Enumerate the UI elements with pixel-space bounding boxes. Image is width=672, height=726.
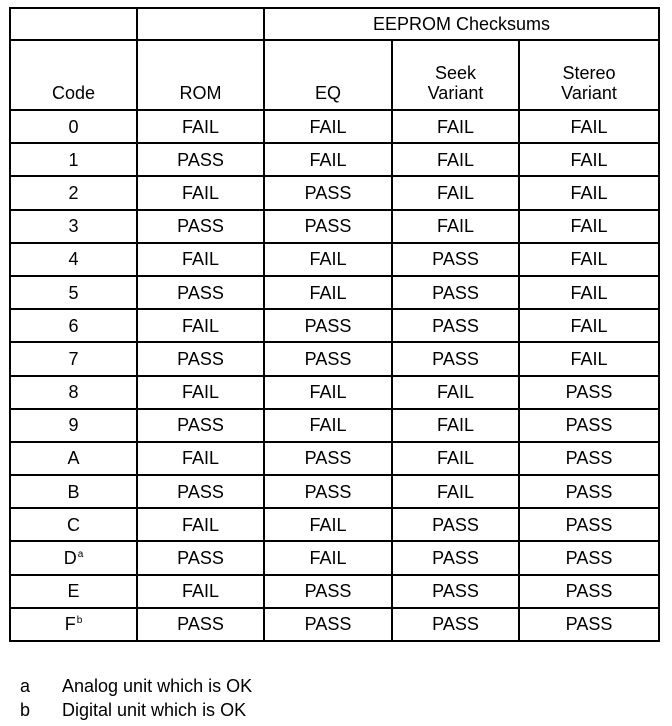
code-column-header: Code xyxy=(10,40,137,110)
rom-cell xyxy=(137,110,264,143)
rom-value: FAIL xyxy=(181,182,220,203)
stereo-value: PASS xyxy=(565,548,613,569)
stereo-value: FAIL xyxy=(570,282,608,303)
code-value: C xyxy=(67,514,80,535)
code-value: 2 xyxy=(68,182,79,203)
rom-value: FAIL xyxy=(181,448,220,469)
seek-value: FAIL xyxy=(436,382,475,403)
eq-value: FAIL xyxy=(309,514,347,535)
stereo-value: PASS xyxy=(565,415,613,436)
checksum-table xyxy=(9,7,660,642)
code-cell xyxy=(10,376,137,409)
seek-cell xyxy=(392,243,519,276)
rom-value: FAIL xyxy=(181,249,220,270)
stereo-value: PASS xyxy=(565,514,613,535)
seek-cell xyxy=(392,508,519,541)
rom-value: FAIL xyxy=(181,581,220,602)
stereo-cell xyxy=(519,376,659,409)
corner-cell xyxy=(10,8,137,40)
seek-value: FAIL xyxy=(436,149,475,170)
eq-cell xyxy=(264,608,392,641)
seek-value: PASS xyxy=(432,348,479,369)
code-cell xyxy=(10,110,137,143)
eq-value: PASS xyxy=(304,614,352,635)
code-value: 4 xyxy=(68,249,79,270)
eq-value: FAIL xyxy=(309,282,347,303)
seek-cell xyxy=(392,475,519,508)
eq-value: PASS xyxy=(304,182,352,203)
footnote-text: Digital unit which is OK xyxy=(62,700,247,720)
eq-cell xyxy=(264,309,392,342)
eq-value: FAIL xyxy=(309,149,347,170)
eq-cell xyxy=(264,210,392,243)
stereo-cell xyxy=(519,210,659,243)
table-row xyxy=(10,309,659,342)
eq-value: PASS xyxy=(304,216,352,237)
seek-value: FAIL xyxy=(436,116,475,137)
code-value: 8 xyxy=(68,382,79,403)
seek-cell xyxy=(392,110,519,143)
blank-header-cell xyxy=(137,8,264,40)
code-cell xyxy=(10,409,137,442)
stereo-cell xyxy=(519,243,659,276)
stereo-value: FAIL xyxy=(570,116,608,137)
code-value: 7 xyxy=(68,348,79,369)
seek-cell xyxy=(392,276,519,309)
code-cell xyxy=(10,475,137,508)
rom-cell xyxy=(137,442,264,475)
stereo-cell xyxy=(519,276,659,309)
eq-value: PASS xyxy=(304,581,352,602)
eq-value: PASS xyxy=(304,448,352,469)
table-row xyxy=(10,176,659,209)
seek-value: PASS xyxy=(432,249,479,270)
code-value: E xyxy=(67,581,80,602)
table-row xyxy=(10,376,659,409)
rom-cell xyxy=(137,276,264,309)
seek-cell xyxy=(392,409,519,442)
rom-value: FAIL xyxy=(181,315,220,336)
table-row xyxy=(10,442,659,475)
table-row xyxy=(10,475,659,508)
seek-cell xyxy=(392,309,519,342)
eq-cell xyxy=(264,376,392,409)
rom-cell xyxy=(137,409,264,442)
code-cell xyxy=(10,342,137,375)
stereo-value: PASS xyxy=(565,448,613,469)
footnote xyxy=(20,674,252,698)
seek-cell xyxy=(392,143,519,176)
footnote-mark: b xyxy=(20,700,31,720)
stereo-value: FAIL xyxy=(570,348,608,369)
stereo-cell xyxy=(519,575,659,608)
rom-cell xyxy=(137,309,264,342)
seek-cell xyxy=(392,575,519,608)
code-cell xyxy=(10,508,137,541)
eq-cell xyxy=(264,575,392,608)
code-value: 1 xyxy=(68,149,79,170)
eq-cell xyxy=(264,541,392,574)
eq-cell xyxy=(264,276,392,309)
rom-cell xyxy=(137,176,264,209)
seek-value: FAIL xyxy=(436,448,475,469)
eq-value: FAIL xyxy=(309,548,347,569)
code-cell xyxy=(10,276,137,309)
seek-value: PASS xyxy=(432,548,479,569)
stereo-value: PASS xyxy=(565,481,613,502)
table-body xyxy=(10,110,659,641)
stereo-value: FAIL xyxy=(570,249,608,270)
table-row xyxy=(10,575,659,608)
rom-cell xyxy=(137,541,264,574)
seek-variant-column-header xyxy=(392,40,519,110)
rom-value: PASS xyxy=(177,348,224,369)
table-row xyxy=(10,608,659,641)
footnote-mark: a xyxy=(20,676,31,696)
rom-value: FAIL xyxy=(181,116,220,137)
code-value: 6 xyxy=(68,315,79,336)
stereo-cell xyxy=(519,608,659,641)
code-cell xyxy=(10,143,137,176)
code-value: 0 xyxy=(68,116,79,137)
seek-value: PASS xyxy=(432,614,479,635)
eq-cell xyxy=(264,475,392,508)
footnote-marker: b xyxy=(76,615,83,627)
footnote-marker: a xyxy=(77,549,84,561)
rom-value: FAIL xyxy=(181,382,220,403)
stereo-cell xyxy=(519,409,659,442)
stereo-value: FAIL xyxy=(570,182,608,203)
seek-cell xyxy=(392,210,519,243)
stereo-header-line-2: Variant xyxy=(561,83,617,103)
rom-cell xyxy=(137,342,264,375)
footnotes xyxy=(20,674,252,722)
table-row xyxy=(10,508,659,541)
code-value: B xyxy=(67,481,80,502)
code-cell xyxy=(10,243,137,276)
seek-cell xyxy=(392,608,519,641)
footnote xyxy=(20,698,252,722)
seek-cell xyxy=(392,176,519,209)
eq-cell xyxy=(264,143,392,176)
eq-value: FAIL xyxy=(309,249,347,270)
code-cell xyxy=(10,210,137,243)
table-row xyxy=(10,110,659,143)
eq-value: PASS xyxy=(304,315,352,336)
code-cell xyxy=(10,309,137,342)
rom-cell xyxy=(137,608,264,641)
rom-cell xyxy=(137,575,264,608)
eq-cell xyxy=(264,409,392,442)
rom-value: PASS xyxy=(177,548,224,569)
table-row xyxy=(10,342,659,375)
rom-cell xyxy=(137,376,264,409)
table-row xyxy=(10,409,659,442)
stereo-value: PASS xyxy=(565,581,613,602)
stereo-cell xyxy=(519,143,659,176)
rom-value: PASS xyxy=(177,415,224,436)
rom-cell xyxy=(137,243,264,276)
eq-column-header: EQ xyxy=(264,40,392,110)
eq-value: PASS xyxy=(304,348,352,369)
stereo-value: PASS xyxy=(565,382,613,403)
eq-value: FAIL xyxy=(309,116,347,137)
seek-cell xyxy=(392,342,519,375)
stereo-value: FAIL xyxy=(570,149,608,170)
rom-value: PASS xyxy=(177,282,224,303)
rom-cell xyxy=(137,508,264,541)
eq-cell xyxy=(264,176,392,209)
code-value: 3 xyxy=(68,216,79,237)
seek-header-line-2: Variant xyxy=(427,83,484,103)
code-value: A xyxy=(67,448,80,469)
seek-value: FAIL xyxy=(436,216,475,237)
code-cell xyxy=(10,442,137,475)
stereo-cell xyxy=(519,110,659,143)
eq-cell xyxy=(264,342,392,375)
code-value: 9 xyxy=(68,415,79,436)
seek-cell xyxy=(392,376,519,409)
rom-value: PASS xyxy=(177,216,224,237)
stereo-cell xyxy=(519,475,659,508)
stereo-cell xyxy=(519,508,659,541)
seek-value: FAIL xyxy=(436,182,475,203)
rom-cell xyxy=(137,475,264,508)
seek-value: FAIL xyxy=(436,481,475,502)
stereo-cell xyxy=(519,541,659,574)
code-value: F xyxy=(64,614,76,635)
rom-value: PASS xyxy=(177,614,224,635)
seek-value: PASS xyxy=(432,315,479,336)
eq-cell xyxy=(264,110,392,143)
stereo-value: FAIL xyxy=(570,216,608,237)
rom-column-header: ROM xyxy=(137,40,264,110)
code-value: 5 xyxy=(68,282,79,303)
eq-cell xyxy=(264,442,392,475)
stereo-cell xyxy=(519,442,659,475)
rom-cell xyxy=(137,143,264,176)
eq-value: FAIL xyxy=(309,382,347,403)
table-row xyxy=(10,210,659,243)
eq-value: PASS xyxy=(304,481,352,502)
table-row xyxy=(10,276,659,309)
seek-value: FAIL xyxy=(436,415,475,436)
table-row xyxy=(10,541,659,574)
code-cell xyxy=(10,608,137,641)
eq-cell xyxy=(264,508,392,541)
footnote-text: Analog unit which is OK xyxy=(62,676,253,696)
stereo-value: PASS xyxy=(565,614,613,635)
eq-cell xyxy=(264,243,392,276)
eq-value: FAIL xyxy=(309,415,347,436)
code-value: D xyxy=(63,548,77,569)
rom-cell xyxy=(137,210,264,243)
code-cell xyxy=(10,575,137,608)
stereo-variant-column-header xyxy=(519,40,659,110)
table-header xyxy=(10,8,659,110)
table-row xyxy=(10,143,659,176)
rom-value: PASS xyxy=(177,481,224,502)
code-cell xyxy=(10,541,137,574)
stereo-header-line-1: Stereo xyxy=(562,63,616,83)
stereo-cell xyxy=(519,309,659,342)
code-cell xyxy=(10,176,137,209)
stereo-value: FAIL xyxy=(570,315,608,336)
rom-value: PASS xyxy=(177,149,224,170)
stereo-cell xyxy=(519,342,659,375)
seek-value: PASS xyxy=(432,514,479,535)
rom-value: FAIL xyxy=(181,514,220,535)
seek-value: PASS xyxy=(432,581,479,602)
seek-cell xyxy=(392,442,519,475)
seek-header-line-1: Seek xyxy=(434,63,477,83)
table-row xyxy=(10,243,659,276)
seek-value: PASS xyxy=(432,282,479,303)
stereo-cell xyxy=(519,176,659,209)
eeprom-group-header: EEPROM Checksums xyxy=(264,8,659,40)
seek-cell xyxy=(392,541,519,574)
